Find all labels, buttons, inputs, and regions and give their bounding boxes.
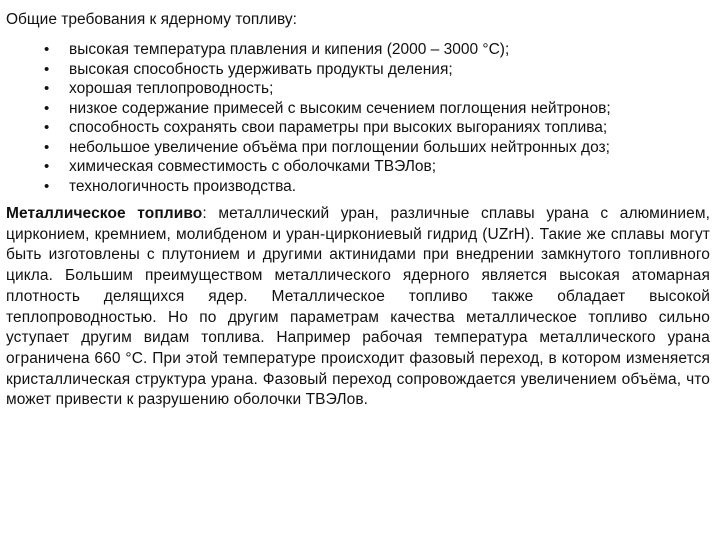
list-item-text: высокая способность удерживать продукты деления; [69,60,453,78]
list-item [6,99,710,119]
list-item [6,60,710,80]
metal-fuel-text: : металлический уран, различные сплавы урана с алюминием, цирконием, кремнием, молибденом и уран-циркониевый гидрид (UZrH). Такие же сплавы могут быть изготовлены с плутонием и другими актинидами при внедрении замкнутого топливного цикла. Большим преимуществом металлического ядерного является высокая атомарная плотность делящихся ядер. Металлическое топливо также обладает высокой теплопроводностью. Но по другим параметрам качества металлическое топливо сильно уступает другим видам топлива. Например рабочая температура металлического урана ограничена 660 °С. При этой температуре происходит фазовый переход, в котором изменяется кристаллическая структура урана. Фазовый переход сопровождается увеличением объёма, что может привести к разрушению оболочки ТВЭЛов. [6,205,710,409]
bullet-icon: • [44,41,50,58]
list-item [6,138,710,158]
bullet-icon: • [44,80,50,97]
list-item-text: высокая температура плавления и кипения (2000 – 3000 °С); [69,41,510,58]
bullet-icon: • [44,119,50,136]
list-item [6,79,710,99]
list-item-text: технологичность производства. [69,177,297,195]
bullet-icon: • [44,177,50,195]
list-item [6,40,710,60]
list-item-text: способность сохранять свои параметры при высоких выгораниях топлива; [69,119,608,136]
bullet-icon: • [44,138,50,156]
bullet-icon: • [44,60,50,78]
metal-fuel-paragraph [6,204,710,411]
bullet-icon: • [44,158,50,175]
metal-fuel-term: Металлическое топливо [6,205,203,222]
requirements-list [6,40,710,196]
list-item-text: небольшое увеличение объёма при поглощении больших нейтронных доз; [69,138,610,156]
bullet-icon: • [44,99,50,117]
list-item [6,157,710,177]
requirements-heading: Общие требования к ядерному топливу: [6,11,297,28]
list-item-text: хорошая теплопроводность; [69,80,274,97]
list-item [6,118,710,138]
list-item-text: химическая совместимость с оболочками ТВЭЛов; [69,158,437,175]
list-item [6,177,710,197]
list-item-text: низкое содержание примесей с высоким сечением поглощения нейтронов; [69,99,611,117]
